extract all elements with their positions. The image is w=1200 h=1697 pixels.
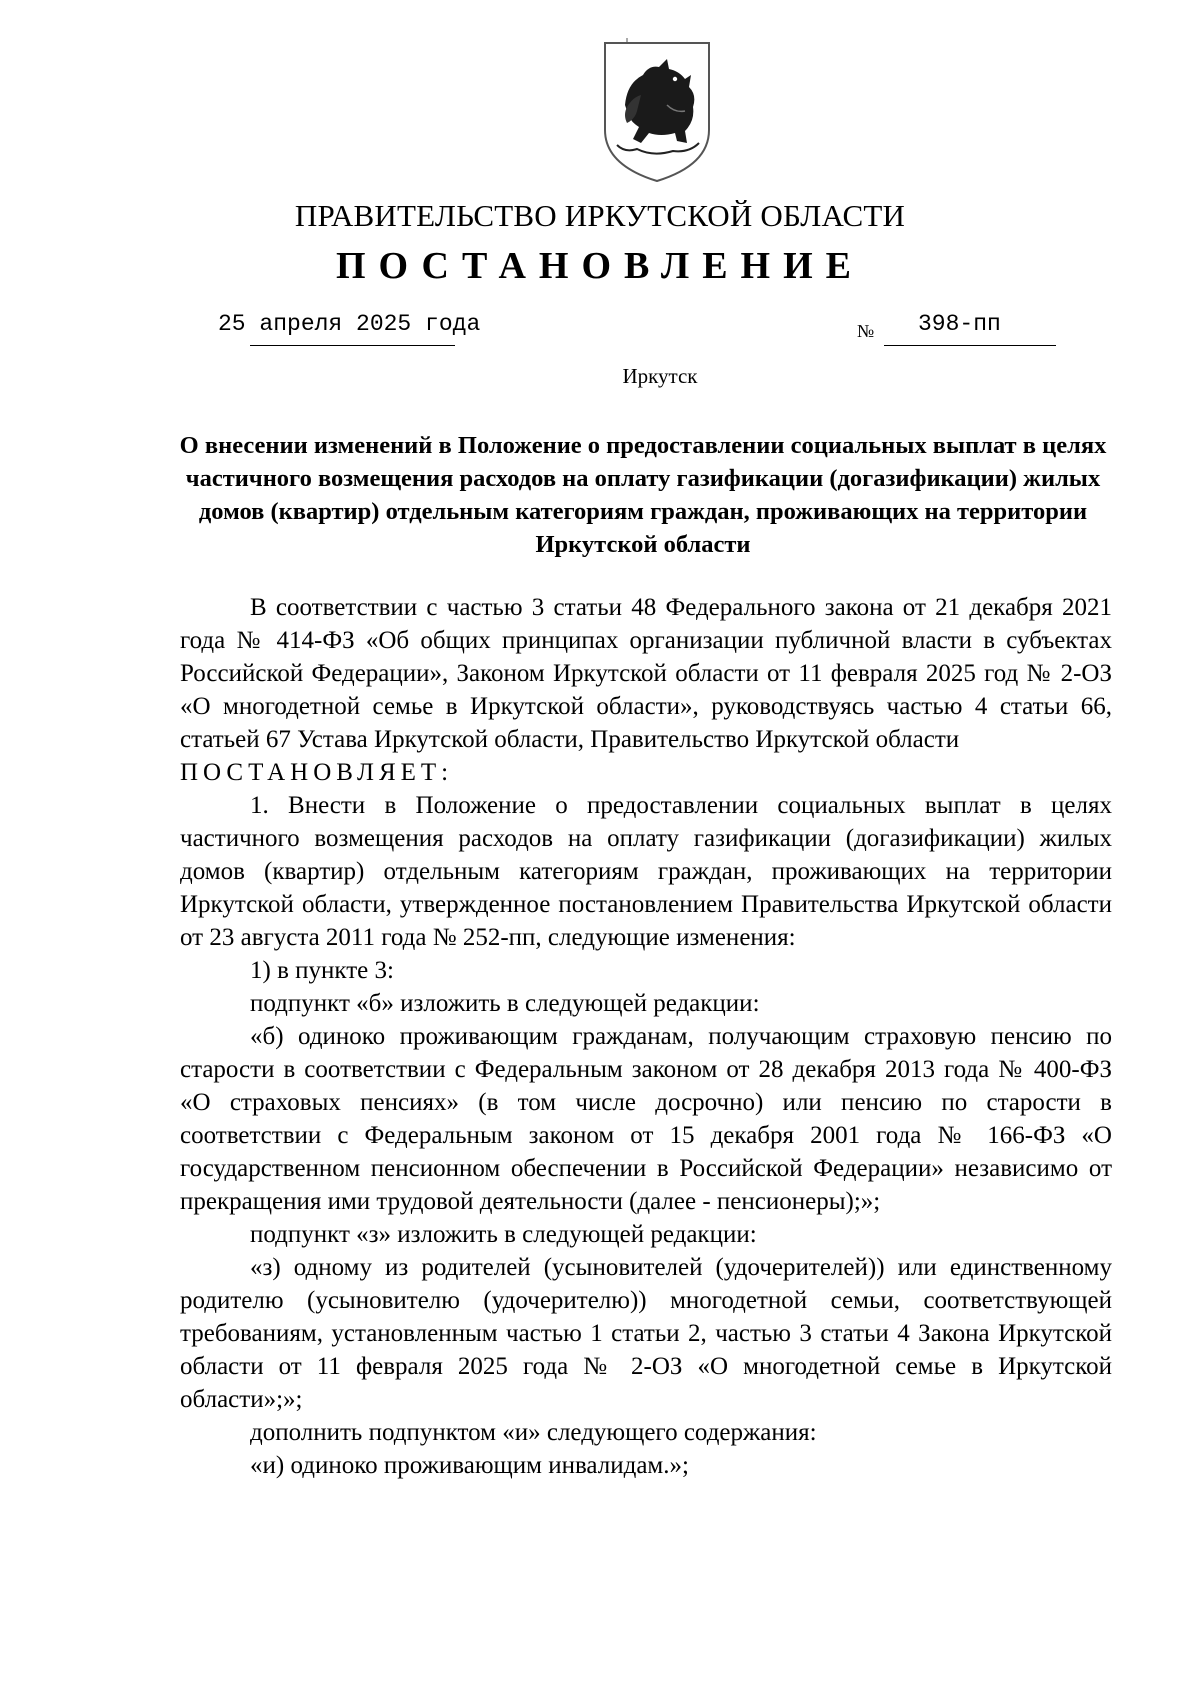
item-1-1-paragraph: 1) в пункте 3: <box>250 957 394 984</box>
subitem-b-text: «б) одиноко проживающим гражданам, получающим страховую пенсию по старости в соответствии с Федеральным законом от 28 декабря 2013 года № 400-ФЗ «О страховых пенсиях» (в том числе досрочно) или пенсию по старости в соответствии с Федеральным законом от 15 декабря 2001 года № 166-ФЗ «О государственном пенсионном обеспечении в Российской Федерации» независимо от прекращения ими трудовой деятельности (далее - пенсионеры);»; <box>180 1023 1112 1215</box>
document-type: ПОСТАНОВЛЕНИЕ <box>335 245 865 287</box>
subitem-b-intro: подпункт «б» изложить в следующей редакции: <box>250 990 760 1017</box>
preamble-paragraph: В соответствии с частью 3 статьи 48 Федерального закона от 21 декабря 2021 года № 414-ФЗ «Об общих принципах организации публичной власти в субъектах Российской Федерации», Законом Иркутской области от 11 февраля 2025 год № 2-ОЗ «О многодетной семье в Иркутской области», руководствуясь частью 4 статьи 66, статьей 67 Устава Иркутской области, Правительство Иркутской области <box>180 594 1112 753</box>
resolves-heading: ПОСТАНОВЛЯЕТ: <box>180 759 454 786</box>
number-sign: № <box>857 321 875 341</box>
subitem-i-intro: дополнить подпунктом «и» следующего содержания: <box>250 1419 817 1446</box>
irkutsk-coat-of-arms-icon <box>597 35 717 185</box>
item-1-paragraph: 1. Внести в Положение о предоставлении социальных выплат в целях частичного возмещения расходов на оплату газификации (догазификации) жилых домов (квартир) отдельным категориям граждан, проживающих на территории Иркутской области, утвержденное постановлением Правительства Иркутской области от 23 августа 2011 года № 252-пп, следующие изменения: <box>180 792 1112 951</box>
subitem-z-intro: подпункт «з» изложить в следующей редакции: <box>250 1221 757 1248</box>
document-body <box>180 591 1112 1482</box>
number-underline <box>884 345 1056 346</box>
city-name: Иркутск <box>622 364 698 388</box>
subitem-i-text: «и) одиноко проживающим инвалидам.»; <box>250 1452 689 1479</box>
organization-name: ПРАВИТЕЛЬСТВО ИРКУТСКОЙ ОБЛАСТИ <box>294 198 906 233</box>
subitem-z-text: «з) одному из родителей (усыновителей (удочерителей)) или единственному родителю (усыновителю (удочерителю)) многодетной семьи, соответствующей требованиям, установленным частью 1 статьи 2, частью 3 статьи 4 Закона Иркутской области от 11 февраля 2025 года № 2-ОЗ «О многодетной семье в Иркутской области»;»; <box>180 1254 1112 1413</box>
date-underline <box>250 345 455 346</box>
document-date: 25 апреля 2025 года <box>218 311 481 337</box>
document-number: 398-пп <box>918 311 1001 337</box>
document-title: О внесении изменений в Положение о предоставлении социальных выплат в целях частичного возмещения расходов на оплату газификации (догазификации) жилых домов (квартир) отдельным категориям граждан, проживающих на территории Иркутской области <box>179 432 1107 558</box>
